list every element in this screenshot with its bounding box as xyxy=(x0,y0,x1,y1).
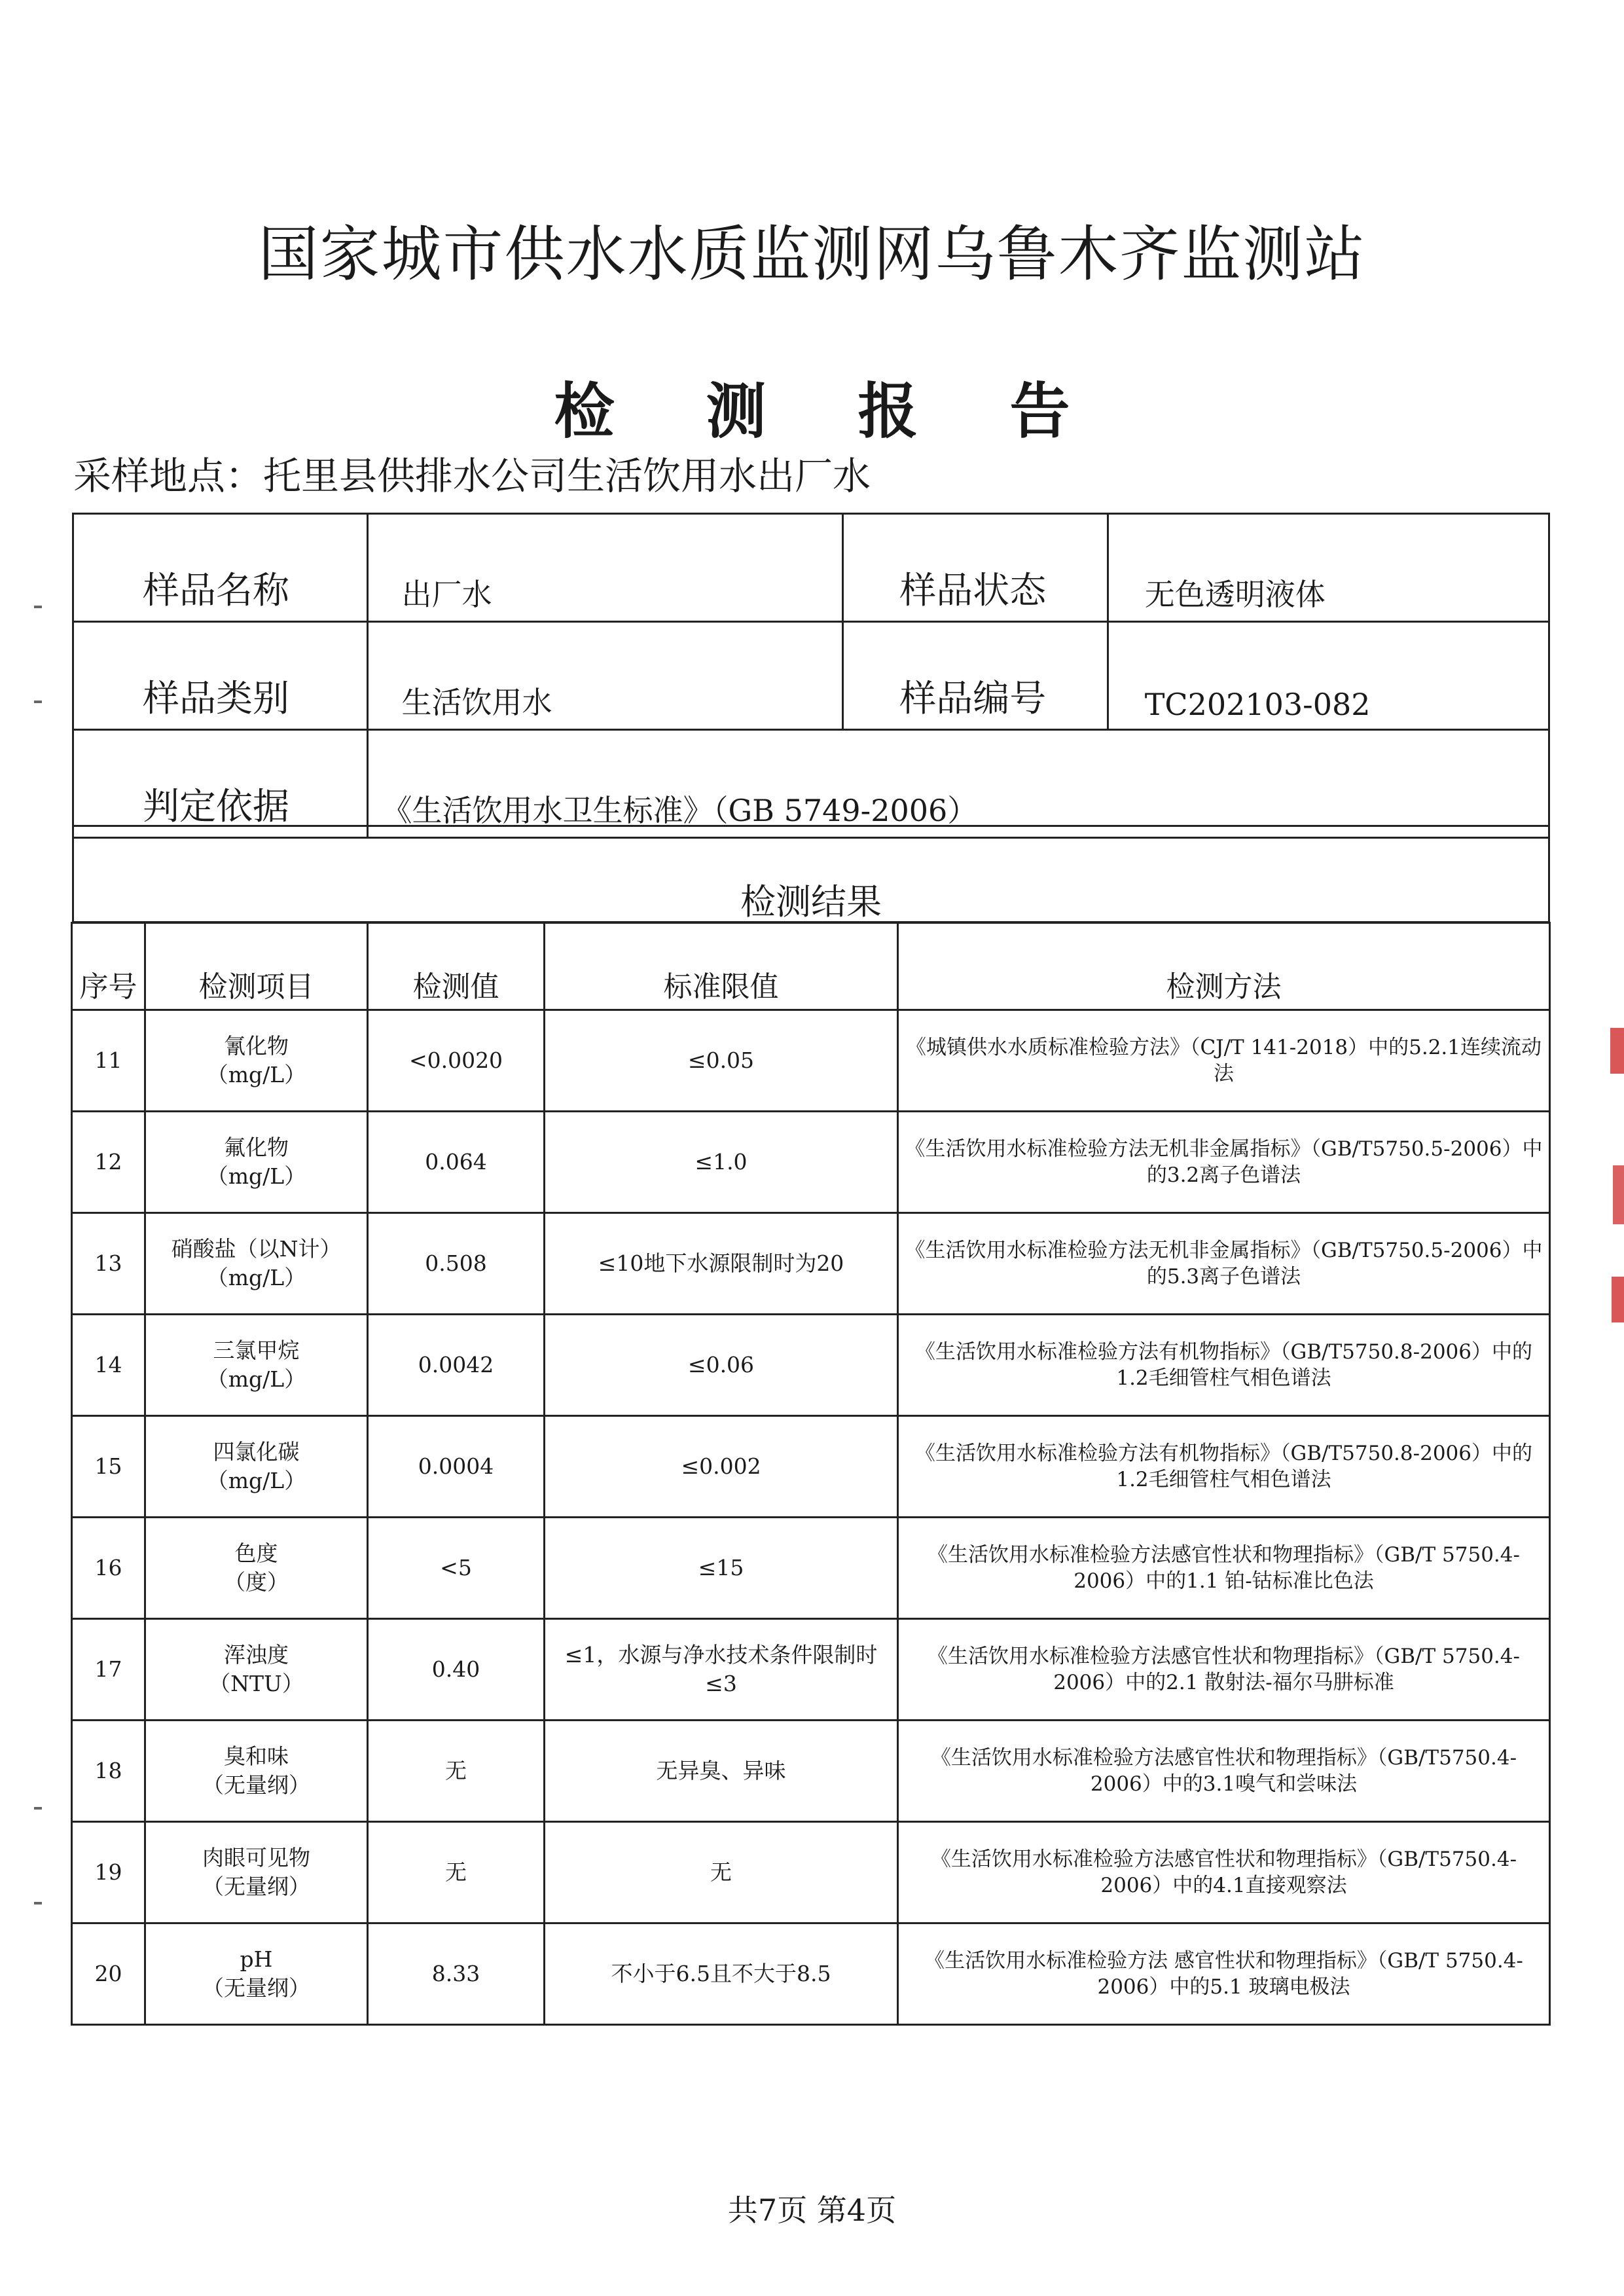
item-name: pH xyxy=(240,1946,273,1972)
report-title-char: 告 xyxy=(1009,376,1070,446)
basis-label: 判定依据 xyxy=(73,730,368,838)
row-method: 《生活饮用水标准检验方法 感官性状和物理指标》（GB/T 5750.4-2006）中的5.1 玻璃电极法 xyxy=(898,1923,1550,2025)
sample-state-label: 样品状态 xyxy=(843,514,1108,622)
row-no: 18 xyxy=(72,1721,145,1822)
item-name: 色度 xyxy=(234,1540,278,1566)
row-limit: ≤15 xyxy=(545,1518,898,1619)
row-no: 12 xyxy=(72,1112,145,1213)
sample-info-row xyxy=(73,514,1549,622)
row-limit: ≤0.06 xyxy=(545,1315,898,1416)
item-unit: （度） xyxy=(224,1569,289,1595)
sample-no-label: 样品编号 xyxy=(843,622,1108,730)
row-item xyxy=(145,1619,368,1721)
report-title xyxy=(0,363,1624,450)
row-method: 《生活饮用水标准检验方法有机物指标》（GB/T5750.8-2006）中的1.2毛细管柱气相色谱法 xyxy=(898,1315,1550,1416)
sample-state-value: 无色透明液体 xyxy=(1108,514,1549,622)
row-item xyxy=(145,1721,368,1822)
header-method: 检测方法 xyxy=(898,923,1550,1010)
sample-info-table xyxy=(72,513,1550,839)
row-value: 0.0004 xyxy=(368,1416,545,1518)
row-method: 《生活饮用水标准检验方法感官性状和物理指标》（GB/T5750.4-2006）中的4.1直接观察法 xyxy=(898,1822,1550,1923)
basis-value: 《生活饮用水卫生标准》（GB 5749-2006） xyxy=(368,730,1549,838)
report-title-char: 测 xyxy=(706,376,767,446)
row-limit: 不小于6.5且不大于8.5 xyxy=(545,1923,898,2025)
results-table xyxy=(71,922,1551,2026)
row-no: 17 xyxy=(72,1619,145,1721)
row-value: 8.33 xyxy=(368,1923,545,2025)
row-item xyxy=(145,1010,368,1112)
item-unit: （mg/L） xyxy=(206,1265,306,1290)
row-method: 《生活饮用水标准检验方法感官性状和物理指标》（GB/T 5750.4-2006）中的1.1 铂-钴标准比色法 xyxy=(898,1518,1550,1619)
row-method: 《生活饮用水标准检验方法无机非金属指标》（GB/T5750.5-2006）中的3.2离子色谱法 xyxy=(898,1112,1550,1213)
row-no: 20 xyxy=(72,1923,145,2025)
item-name: 浑浊度 xyxy=(224,1642,289,1667)
table-row xyxy=(72,1416,1550,1518)
row-value: <0.0020 xyxy=(368,1010,545,1112)
row-value: 无 xyxy=(368,1822,545,1923)
margin-mark xyxy=(34,1902,42,1904)
report-title-char: 报 xyxy=(857,376,918,446)
item-name: 氰化物 xyxy=(224,1033,289,1059)
row-item xyxy=(145,1822,368,1923)
margin-mark xyxy=(34,1807,42,1810)
table-row xyxy=(72,1518,1550,1619)
margin-mark xyxy=(34,701,42,703)
row-value: 0.508 xyxy=(368,1213,545,1315)
table-row xyxy=(72,1721,1550,1822)
item-unit: （无量纲） xyxy=(202,1874,310,1899)
header-item: 检测项目 xyxy=(145,923,368,1010)
seal-fragment xyxy=(1605,1021,1624,1336)
table-row xyxy=(72,1619,1550,1721)
item-unit: （NTU） xyxy=(209,1671,304,1696)
row-no: 13 xyxy=(72,1213,145,1315)
sample-name-label: 样品名称 xyxy=(73,514,368,622)
sample-name-value: 出厂水 xyxy=(368,514,843,622)
row-no: 15 xyxy=(72,1416,145,1518)
row-no: 16 xyxy=(72,1518,145,1619)
row-item xyxy=(145,1112,368,1213)
table-row xyxy=(72,1315,1550,1416)
row-limit: ≤0.05 xyxy=(545,1010,898,1112)
page-number: 共7页 第4页 xyxy=(727,2193,897,2228)
row-value: 0.064 xyxy=(368,1112,545,1213)
results-header-row xyxy=(72,923,1550,1010)
item-name: 三氯甲烷 xyxy=(213,1338,300,1363)
table-row xyxy=(72,1822,1550,1923)
row-method: 《生活饮用水标准检验方法有机物指标》（GB/T5750.8-2006）中的1.2毛细管柱气相色谱法 xyxy=(898,1416,1550,1518)
item-unit: （mg/L） xyxy=(206,1062,306,1087)
row-limit: ≤1.0 xyxy=(545,1112,898,1213)
row-item xyxy=(145,1416,368,1518)
row-item xyxy=(145,1518,368,1619)
table-row xyxy=(72,1923,1550,2025)
header-no: 序号 xyxy=(72,923,145,1010)
row-method: 《生活饮用水标准检验方法感官性状和物理指标》（GB/T5750.4-2006）中的3.1嗅气和尝味法 xyxy=(898,1721,1550,1822)
row-no: 11 xyxy=(72,1010,145,1112)
sample-info-row xyxy=(73,730,1549,838)
sample-type-value: 生活饮用水 xyxy=(368,622,843,730)
organization-name: 国家城市供水水质监测网乌鲁木齐监测站 xyxy=(258,219,1366,289)
item-name: 臭和味 xyxy=(224,1743,289,1769)
results-title: 检测结果 xyxy=(72,825,1550,923)
margin-mark xyxy=(34,606,42,608)
report-title-char: 检 xyxy=(554,376,615,446)
header-value: 检测值 xyxy=(368,923,545,1010)
row-item xyxy=(145,1315,368,1416)
row-value: 0.40 xyxy=(368,1619,545,1721)
table-row xyxy=(72,1112,1550,1213)
row-no: 19 xyxy=(72,1822,145,1923)
row-value: 无 xyxy=(368,1721,545,1822)
row-item xyxy=(145,1213,368,1315)
row-no: 14 xyxy=(72,1315,145,1416)
item-unit: （mg/L） xyxy=(206,1366,306,1392)
table-row xyxy=(72,1213,1550,1315)
item-unit: （mg/L） xyxy=(206,1163,306,1189)
row-limit: ≤1，水源与净水技术条件限制时≤3 xyxy=(545,1619,898,1721)
row-method: 《城镇供水水质标准检验方法》（CJ/T 141-2018）中的5.2.1连续流动法 xyxy=(898,1010,1550,1112)
sample-type-label: 样品类别 xyxy=(73,622,368,730)
row-limit: 无 xyxy=(545,1822,898,1923)
item-name: 氟化物 xyxy=(224,1135,289,1160)
sample-no-value: TC202103-082 xyxy=(1108,622,1549,730)
row-limit: ≤10地下水源限制时为20 xyxy=(545,1213,898,1315)
item-name: 肉眼可见物 xyxy=(202,1845,310,1870)
row-limit: ≤0.002 xyxy=(545,1416,898,1518)
row-limit: 无异臭、异味 xyxy=(545,1721,898,1822)
row-method: 《生活饮用水标准检验方法无机非金属指标》（GB/T5750.5-2006）中的5.3离子色谱法 xyxy=(898,1213,1550,1315)
item-name: 四氯化碳 xyxy=(213,1439,300,1465)
item-unit: （mg/L） xyxy=(206,1468,306,1493)
row-item xyxy=(145,1923,368,2025)
row-value: 0.0042 xyxy=(368,1315,545,1416)
item-unit: （无量纲） xyxy=(202,1772,310,1798)
row-method: 《生活饮用水标准检验方法感官性状和物理指标》（GB/T 5750.4-2006）中的2.1 散射法-福尔马肼标准 xyxy=(898,1619,1550,1721)
table-row xyxy=(72,1010,1550,1112)
row-value: <5 xyxy=(368,1518,545,1619)
item-name: 硝酸盐（以N计） xyxy=(171,1236,342,1262)
sample-info-row xyxy=(73,622,1549,730)
header-limit: 标准限值 xyxy=(545,923,898,1010)
sampling-site: 采样地点：托里县供排水公司生活饮用水出厂水 xyxy=(73,454,871,498)
item-unit: （无量纲） xyxy=(202,1975,310,2001)
